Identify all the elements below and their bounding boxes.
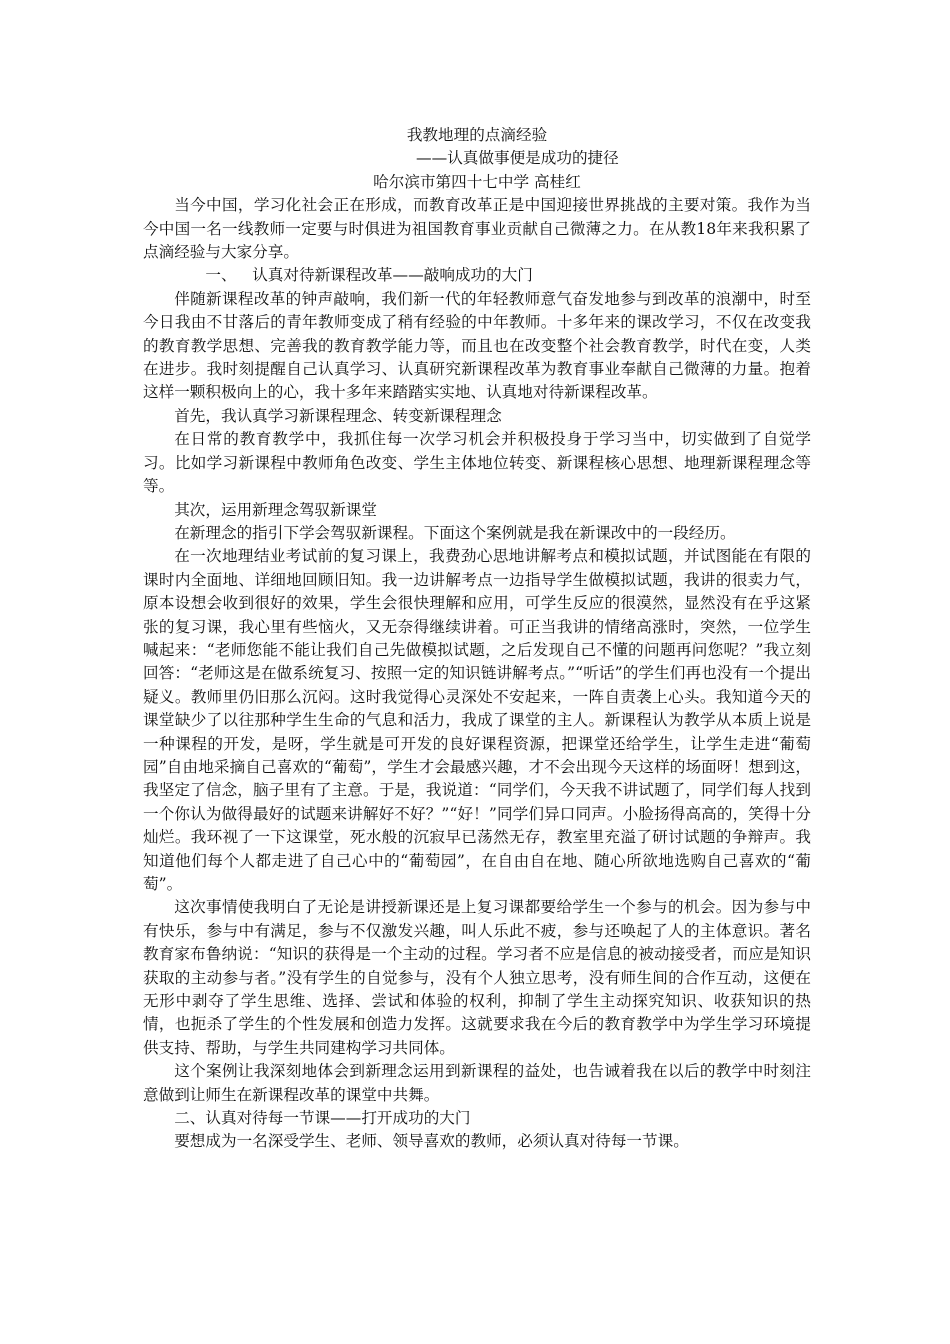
section1-number: 一、	[205, 266, 237, 285]
section1-paragraph-2: 在日常的教育教学中，我抓住每一次学习机会并积极投身于学习当中，切实做到了自觉学习。比如学习新课程中教师角色改变、学生主体地位转变、新课程核心思想、地理新课程理念等等。	[143, 430, 811, 496]
section1-heading-text: 认真对待新课程改革——敲响成功的大门	[252, 266, 533, 285]
section1-paragraph-3: 在新理念的指引下学会驾驭新课程。下面这个案例就是我在新课改中的一段经历。	[174, 523, 736, 542]
section1-paragraph-1: 伴随新课程改革的钟声敲响，我们新一代的年轻教师意气奋发地参与到改革的浪潮中，时至今日我由不甘落后的青年教师变成了稍有经验的中年教师。十多年来的课改学习，不仅在改变我的教育教学思想、完善我的教育教学能力等，而且也在改变整个社会教育教学，时代在变，人类在进步。我时刻提醒自己认真学习、认真研究新课程改革为教育事业奉献自己微薄的力量。抱着这样一颗积极向上的心，我十多年来踏踏实实地、认真地对待新课程改革。	[143, 289, 811, 402]
section2-paragraph-1: 要想成为一名深受学生、老师、领导喜欢的教师，必须认真对待每一节课。	[174, 1132, 689, 1151]
section2-heading: 二、认真对待每一节课——打开成功的大门	[174, 1109, 471, 1128]
section1-heading	[143, 264, 811, 287]
document-page	[143, 124, 811, 1154]
document-author: 哈尔滨市第四十七中学 高桂红	[373, 172, 581, 191]
section1-paragraph-4: 在一次地理结业考试前的复习课上，我费劲心思地讲解考点和模拟试题，并试图能在有限的课时内全面地、详细地回顾旧知。我一边讲解考点一边指导学生做模拟试题，我讲的很卖力气，原本设想会收到很好的效果，学生会很快理解和应用，可学生反应的很漠然，显然没有在乎这紧张的复习课，我心里有些恼火，又无奈得继续讲着。可正当我讲的情绪高涨时，突然，一位学生喊起来：“老师您能不能让我们自己先做模拟试题，之后发现自己不懂的问题再问您呢？”我立刻回答：“老师这是在做系统复习、按照一定的知识链讲解考点。”“听话”的学生们再也没有一个提出疑义。教师里仍旧那么沉闷。这时我觉得心灵深处不安起来，一阵自责袭上心头。我知道今天的课堂缺少了以往那种学生生命的气息和活力，我成了课堂的主人。新课程认为教学从本质上说是一种课程的开发，是呀，学生就是可开发的良好课程资源，把课堂还给学生，让学生走进“葡萄园”自由地采摘自己喜欢的“葡萄”，学生才会最感兴趣，才不会出现今天这样的场面呀！想到这，我坚定了信念，脑子里有了主意。于是，我说道：“同学们，今天我不讲试题了，同学们每人找到一个你认为做得最好的试题来讲解好不好？”“好！”同学们异口同声。小脸扬得高高的，笑得十分灿烂。我环视了一下这课堂，死水般的沉寂早已荡然无存，教室里充溢了研讨试题的争辩声。我知道他们每个人都走进了自己心中的“葡萄园”，在自由自在地、随心所欲地选购自己喜欢的“葡萄”。	[143, 547, 811, 893]
section1-paragraph-6: 这个案例让我深刻地体会到新理念运用到新课程的益处，也告诫着我在以后的教学中时刻注意做到让师生在新课程改革的课堂中共舞。	[143, 1062, 811, 1104]
document-title: 我教地理的点滴经验	[406, 126, 548, 144]
section1-subheading-2: 其次，运用新理念驾驭新课堂	[174, 500, 377, 519]
section1-paragraph-5: 这次事情使我明白了无论是讲授新课还是上复习课都要给学生一个参与的机会。因为参与中有快乐，参与中有满足，参与不仅激发兴趣，叫人乐此不疲，参与还唤起了人的主体意识。著名教育家布鲁纳说：“知识的获得是一个主动的过程。学习者不应是信息的被动接受者，而应是知识获取的主动参与者。”没有学生的自觉参与，没有个人独立思考，没有师生间的合作互动，这便在无形中剥夺了学生思维、选择、尝试和体验的权利，抑制了学生主动探究知识、收获知识的热情，也扼杀了学生的个性发展和创造力发挥。这就要求我在今后的教育教学中为学生学习环境提供支持、帮助，与学生共同建构学习共同体。	[143, 898, 811, 1057]
section1-subheading-1: 首先，我认真学习新课程理念、转变新课程理念	[174, 406, 502, 425]
document-subtitle: ——认真做事便是成功的捷径	[416, 149, 619, 168]
intro-paragraph: 当今中国，学习化社会正在形成，而教育改革正是中国迎接世界挑战的主要对策。我作为当今中国一名一线教师一定要与时俱进为祖国教育事业贡献自己微薄之力。在从教18年来我积累了点滴经验与大家分享。	[143, 196, 811, 262]
